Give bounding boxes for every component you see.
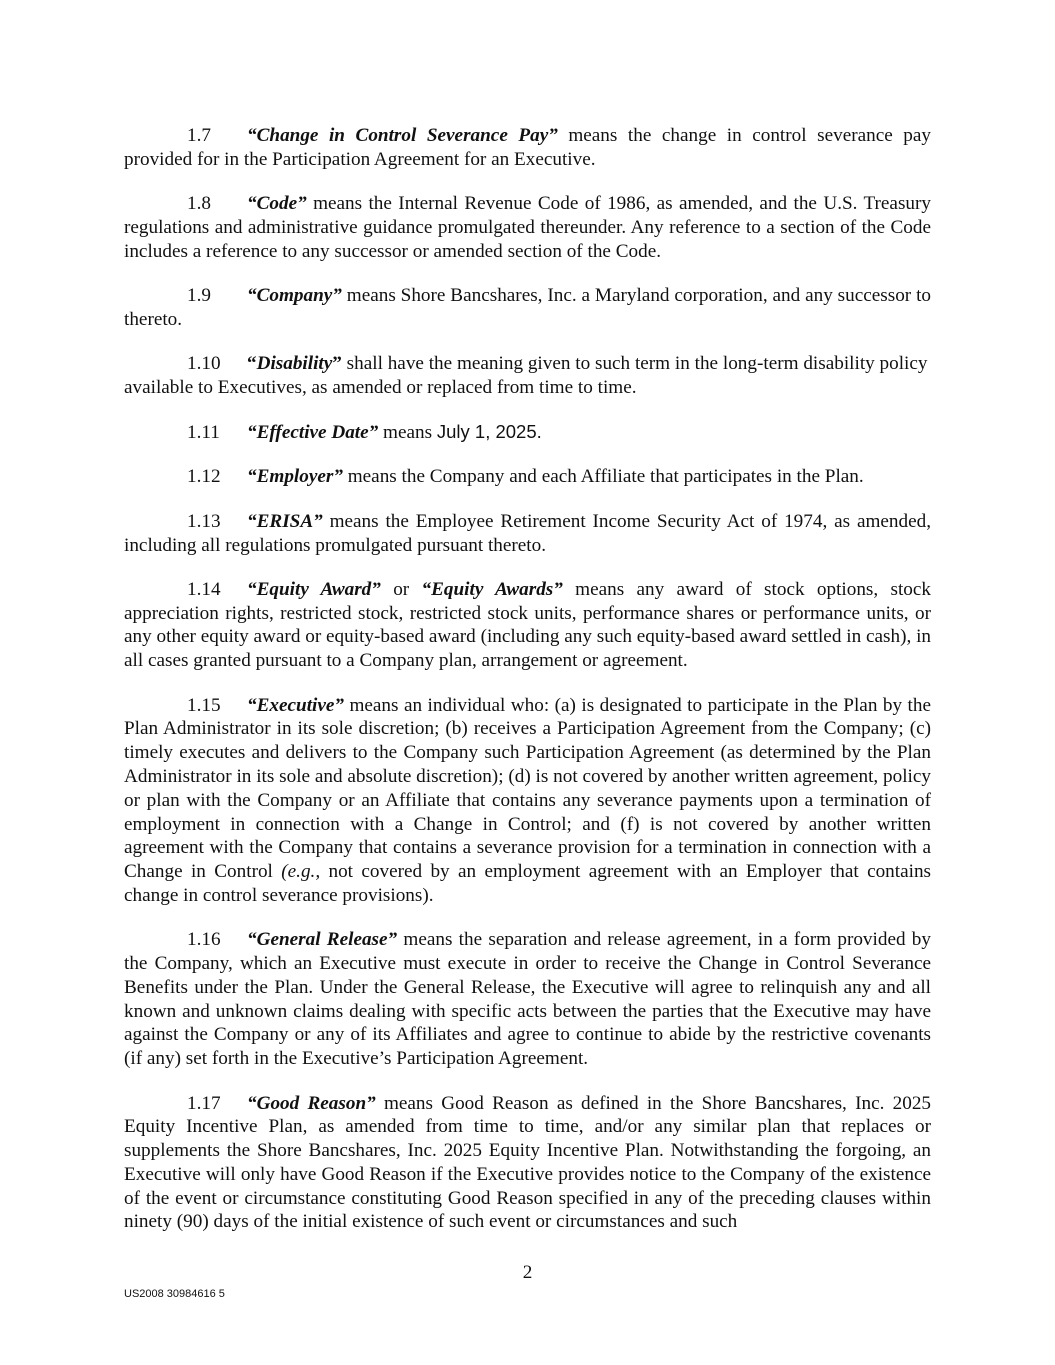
defined-term: “ERISA” bbox=[247, 510, 323, 532]
definition-text: means Shore Bancshares, Inc. a Maryland corporation, and any successor to thereto. bbox=[124, 284, 931, 330]
document-id: US2008 30984616 5 bbox=[124, 1288, 225, 1300]
defined-term-plural: “Equity Awards” bbox=[421, 578, 563, 600]
definition-text: means the change in control severance pay provided for in the Participation Agreement for an Executive. bbox=[124, 125, 931, 170]
definition-text: means the Company and each Affiliate that participates in the Plan. bbox=[342, 466, 864, 488]
section-number: 1.9 bbox=[187, 284, 211, 306]
defined-term: “Good Reason” bbox=[247, 1092, 376, 1114]
definition-1-8 bbox=[124, 192, 931, 263]
definition-1-9 bbox=[124, 284, 931, 332]
definition-1-14 bbox=[124, 578, 931, 673]
definition-text: means Good Reason as defined in the Shore Bancshares, Inc. 2025 Equity Incentive Plan, as amended from time to time, and/or any similar plan that replaces or supplements the Shore Bancshares, Inc. 2025 Equity Incentive Plan. Notwithstanding the forgoing, an Executive will only have Good Reason if the Executive provides notice to the Company of the existence of the event or circumstance constituting Good Reason specified in any of the preceding clauses within ninety (90) days of the initial existence of such event or circumstances and such bbox=[124, 1092, 932, 1233]
section-number: 1.13 bbox=[187, 510, 221, 532]
defined-term-open-quote: “ bbox=[247, 353, 257, 375]
definition-1-16 bbox=[124, 928, 931, 1071]
defined-term: “Effective Date” bbox=[247, 422, 379, 444]
section-number: 1.15 bbox=[187, 694, 221, 716]
eg-abbreviation: (e.g., bbox=[281, 861, 321, 883]
definition-1-15 bbox=[124, 694, 931, 908]
definition-text: means the Employee Retirement Income Security Act of 1974, as amended, including all regulations promulgated pursuant thereto. bbox=[124, 510, 931, 556]
definition-text-continued: not covered by an employment agreement with an Employer that contains change in control severance provisions). bbox=[124, 861, 932, 906]
definition-text: means bbox=[378, 422, 437, 444]
section-number: 1.12 bbox=[187, 466, 221, 488]
section-number: 1.10 bbox=[187, 353, 221, 375]
definition-text: means an individual who: (a) is designated to participate in the Plan by the Plan Administrator in its sole discretion; (b) receives a Participation Agreement from the Company; (c) timely executes and delivers to the Company such Participation Agreement (as determined by the Plan Administrator in its sole and absolute discretion); (d) is not covered by another written agreement, policy or plan with the Company or an Affiliate that contains any severance payments upon a termination of employment in connection with a Change in Control; and (f) is not covered by another written agreement with the Company that contains a severance provision for a termination in connection with a Change in Control bbox=[124, 694, 931, 883]
definition-text: means the Internal Revenue Code of 1986, as amended, and the U.S. Treasury regulations and administrative guidance promulgated thereunder. Any reference to a section of the Code includes a reference to any successor or amended section of the Code. bbox=[124, 193, 931, 262]
definition-1-7 bbox=[124, 124, 931, 172]
defined-term: Disability bbox=[256, 353, 333, 375]
document-body bbox=[124, 124, 931, 1255]
defined-term: “Employer” bbox=[247, 466, 343, 488]
section-number: 1.8 bbox=[187, 193, 211, 215]
defined-term: “Change in Control Severance Pay” bbox=[247, 125, 558, 146]
definition-1-17 bbox=[124, 1092, 931, 1235]
effective-date-value: July 1, 2025. bbox=[436, 421, 542, 443]
section-number: 1.16 bbox=[187, 929, 221, 951]
definition-1-11 bbox=[124, 420, 931, 445]
definition-text: means the separation and release agreement, in a form provided by the Company, which an Executive must execute in order to receive the Change in Control Severance Benefits under the Plan. Under the General Release, the Executive will agree to relinquish any and all known and unknown claims dealing with specific acts between the parties that the Executive may have against the Company or any of its Affiliates and agree to continue to abide by the restrictive covenants (if any) set forth in the Executive’s Participation Agreement. bbox=[124, 929, 931, 1070]
connector-text: or bbox=[380, 578, 422, 600]
section-number: 1.14 bbox=[187, 578, 221, 600]
section-number: 1.17 bbox=[187, 1092, 221, 1114]
defined-term-close-quote: ” bbox=[332, 353, 342, 375]
defined-term: “General Release” bbox=[247, 929, 398, 951]
defined-term: “Company” bbox=[247, 284, 342, 306]
defined-term: “Executive” bbox=[247, 694, 344, 716]
section-number: 1.11 bbox=[187, 422, 220, 444]
definition-1-10 bbox=[124, 352, 931, 400]
definition-1-12 bbox=[124, 465, 931, 489]
defined-term: “Equity Award” bbox=[247, 578, 381, 600]
section-number: 1.7 bbox=[187, 125, 211, 146]
definition-1-13 bbox=[124, 510, 931, 558]
page-number: 2 bbox=[522, 1262, 533, 1283]
definition-text: means any award of stock options, stock appreciation rights, restricted stock, restricted stock units, performance shares or performance units, or any other equity award or equity-based award (including any such equity-based award settled in cash), in all cases granted pursuant to a Company plan, arrangement or agreement. bbox=[124, 578, 932, 672]
definition-text: shall have the meaning given to such term in the long-term disability policy available to Executives, as amended or replaced from time to time. bbox=[124, 353, 928, 398]
defined-term: “Code” bbox=[247, 193, 307, 215]
